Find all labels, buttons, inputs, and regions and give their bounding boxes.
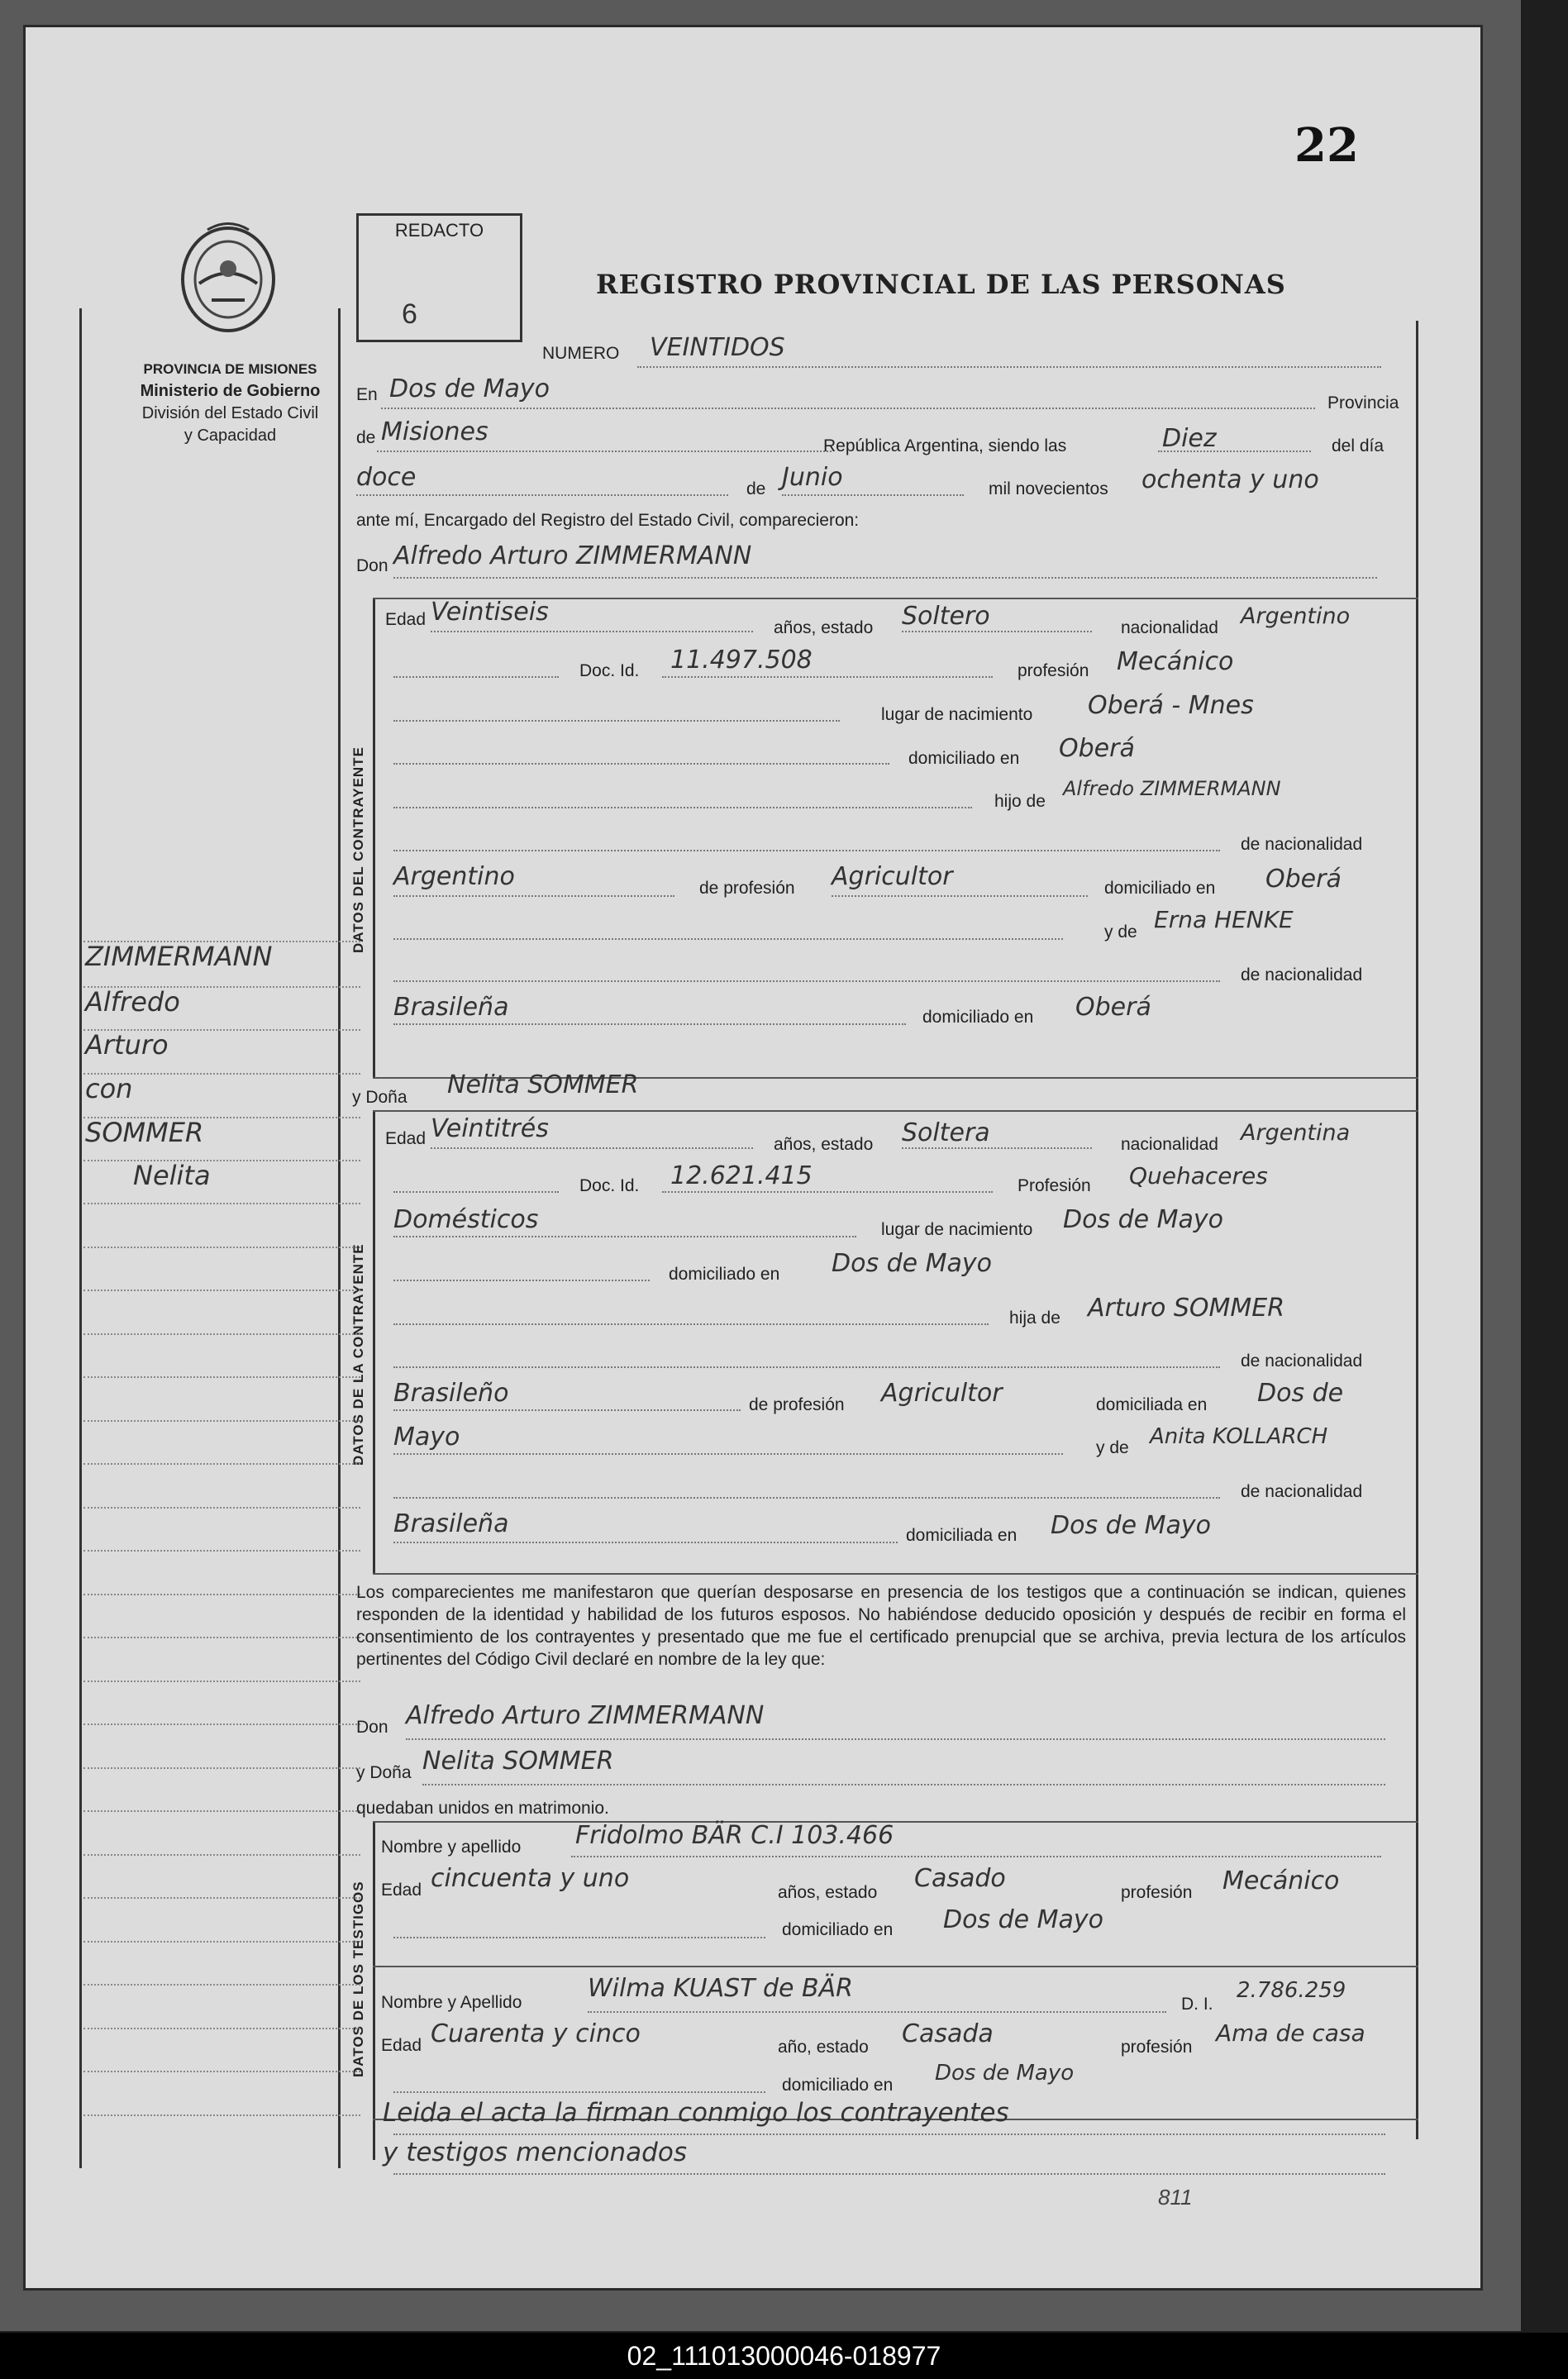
- fill-line: [431, 1147, 753, 1149]
- numero-label: NUMERO: [542, 344, 620, 363]
- margin-line: [83, 2028, 360, 2029]
- fill-line: [1158, 451, 1311, 452]
- anio-value: ochenta y uno: [1141, 465, 1319, 494]
- t1-edad-label: Edad: [381, 1881, 422, 1900]
- f-padre-domiciliado-value-cont: Mayo: [393, 1423, 460, 1452]
- provincia-label: Provincia: [1327, 393, 1399, 412]
- f-padre-value: Arturo SOMMER: [1088, 1294, 1285, 1323]
- f-nacionalidad-label: nacionalidad: [1121, 1135, 1218, 1154]
- fill-line: [393, 1937, 765, 1938]
- page-number: 22: [1294, 118, 1359, 173]
- fill-line: [393, 1542, 898, 1543]
- t2-profesion-value: Ama de casa: [1216, 2019, 1365, 2047]
- f-padre-domiciliado-label: domiciliada en: [1096, 1395, 1208, 1414]
- dona-value: Nelita SOMMER: [447, 1070, 639, 1099]
- left-margin-line: [79, 308, 82, 2168]
- fill-line: [393, 577, 1377, 579]
- t2-di-value: 2.786.259: [1237, 1978, 1346, 2003]
- de-label: de: [356, 428, 376, 447]
- fill-line: [393, 1409, 741, 1411]
- dia-value: doce: [356, 463, 417, 492]
- contrayente-f-bracket: [373, 1110, 375, 1573]
- right-frame-line: [1416, 321, 1418, 2139]
- margin-line: [83, 1594, 360, 1595]
- decl-don-value: Alfredo Arturo ZIMMERMANN: [406, 1701, 765, 1730]
- hora-value: Diez: [1162, 424, 1217, 453]
- profesion-value: Mecánico: [1117, 647, 1234, 676]
- padre-nacionalidad-value: Argentino: [393, 862, 515, 891]
- fill-line: [422, 1784, 1385, 1785]
- closing-line-1: Leida el acta la firman conmigo los contrayentes: [383, 2098, 1009, 2128]
- t1-estado-value: Casado: [914, 1864, 1006, 1893]
- redacto-value: 6: [402, 298, 417, 330]
- fill-line: [356, 494, 728, 496]
- don-value: Alfredo Arturo ZIMMERMANN: [393, 541, 752, 570]
- fill-line: [637, 366, 1381, 368]
- f-lugar-label: lugar de nacimiento: [881, 1220, 1033, 1239]
- estado-value: Soltero: [902, 602, 990, 631]
- mil-label: mil novecientos: [989, 479, 1108, 498]
- fill-line: [902, 631, 1092, 632]
- authority-division: División del Estado Civil: [141, 404, 319, 422]
- fill-line: [393, 2173, 1385, 2175]
- t2-nombre-label: Nombre y Apellido: [381, 1993, 522, 2012]
- margin-line: [83, 1290, 360, 1291]
- f-profesion-label: Profesión: [1018, 1176, 1091, 1195]
- f-de-nacionalidad2-label: de nacionalidad: [1241, 1482, 1363, 1501]
- anios-estado-label: años, estado: [774, 618, 874, 637]
- ante-label: ante mí, Encargado del Registro del Estado Civil, comparecieron:: [356, 511, 860, 530]
- madre-domiciliado-value: Oberá: [1075, 993, 1151, 1022]
- f-anios-estado-label: años, estado: [774, 1135, 874, 1154]
- margin-line: [83, 1507, 360, 1509]
- domiciliado-value: Oberá: [1059, 734, 1135, 763]
- label-datos-contrayente: DATOS DEL CONTRAYENTE: [350, 746, 366, 953]
- footer-mark: 811: [1158, 2185, 1193, 2210]
- margin-line: [83, 1160, 360, 1161]
- testigos-bracket: [373, 1821, 375, 2160]
- don-label: Don: [356, 556, 388, 575]
- t2-profesion-label: profesión: [1121, 2038, 1193, 2057]
- margin-line: [83, 1810, 360, 1812]
- f-madre-domiciliado-label: domiciliada en: [906, 1526, 1018, 1545]
- closing-line-2: y testigos mencionados: [383, 2138, 687, 2167]
- profesion-label: profesión: [1018, 661, 1089, 680]
- f-domiciliado-value: Dos de Mayo: [832, 1249, 993, 1278]
- margin-line: [83, 2114, 360, 2116]
- fill-line: [431, 631, 753, 632]
- lugar-value: Oberá - Mnes: [1088, 691, 1254, 720]
- margin-line: [83, 1637, 360, 1638]
- fill-line: [393, 1323, 989, 1325]
- t1-dom-value: Dos de Mayo: [943, 1905, 1104, 1934]
- margin-line: [83, 1767, 360, 1769]
- margin-line: [83, 1550, 360, 1552]
- margin-line: [83, 1941, 360, 1943]
- edad-label: Edad: [385, 610, 427, 629]
- register-page: [23, 25, 1483, 2291]
- fill-line: [662, 676, 993, 678]
- margin-line: [83, 1463, 360, 1465]
- fill-line: [393, 980, 1220, 982]
- fill-line: [393, 1191, 559, 1193]
- f-lugar-value: Dos de Mayo: [1063, 1205, 1224, 1234]
- t1-dom-label: domiciliado en: [782, 1920, 894, 1939]
- label-datos-testigos: DATOS DE LOS TESTIGOS: [350, 1881, 366, 2077]
- t1-edad-value: cincuenta y uno: [431, 1864, 630, 1893]
- decl-don-label: Don: [356, 1718, 388, 1737]
- fill-line: [393, 1236, 856, 1237]
- f-madre-nacionalidad-value: Brasileña: [393, 1509, 509, 1538]
- fill-line: [662, 1191, 993, 1193]
- margin-line: [83, 1723, 360, 1725]
- f-padre-domiciliado-value: Dos de: [1257, 1379, 1344, 1408]
- margin-line: [83, 1854, 360, 1856]
- decl-dona-label: y Doña: [356, 1763, 412, 1782]
- rule: [373, 1821, 1418, 1823]
- f-y-de-label: y de: [1096, 1438, 1129, 1457]
- fill-line: [377, 451, 832, 452]
- de-profesion-label: de profesión: [699, 879, 795, 898]
- redacto-box: [356, 213, 522, 342]
- f-hija-label: hija de: [1009, 1309, 1060, 1328]
- de-value: Misiones: [381, 417, 489, 446]
- doc-value: 11.497.508: [670, 646, 813, 675]
- fill-line: [588, 2011, 1166, 2013]
- fill-line: [393, 850, 1220, 851]
- t2-dom-label: domiciliado en: [782, 2076, 894, 2095]
- margin-line: [83, 1247, 360, 1248]
- madre-nacionalidad-value: Brasileña: [393, 993, 509, 1022]
- fill-line: [393, 1023, 906, 1025]
- f-profesion-value: Quehaceres: [1129, 1162, 1268, 1190]
- margin-note-line: Arturo: [85, 1029, 169, 1061]
- fill-line: [393, 2133, 1385, 2135]
- fill-line: [393, 1366, 1220, 1368]
- rule: [373, 1573, 1418, 1575]
- t1-nombre-label: Nombre y apellido: [381, 1838, 522, 1857]
- en-value: Dos de Mayo: [389, 374, 550, 403]
- margin-line: [83, 1333, 360, 1335]
- f-padre-profesion-value: Agricultor: [881, 1379, 1003, 1408]
- label-datos-contrayente-f: DATOS DE LA CONTRAYENTE: [350, 1243, 366, 1466]
- f-domiciliado-label: domiciliado en: [669, 1265, 780, 1284]
- fill-line: [393, 895, 674, 897]
- fill-line: [393, 676, 559, 678]
- fill-line: [832, 895, 1088, 897]
- f-madre-value: Anita KOLLARCH: [1150, 1424, 1328, 1449]
- image-id-bar: 02_111013000046-018977: [0, 2333, 1568, 2379]
- rule: [373, 1110, 1418, 1112]
- t2-edad-label: Edad: [381, 2036, 422, 2055]
- f-profesion-value-cont: Domésticos: [393, 1205, 539, 1234]
- lugar-label: lugar de nacimiento: [881, 705, 1033, 724]
- t2-dom-value: Dos de Mayo: [935, 2061, 1075, 2086]
- t2-estado-value: Casada: [902, 2019, 994, 2048]
- padre-value: Alfredo ZIMMERMANN: [1063, 777, 1281, 800]
- t2-edad-value: Cuarenta y cinco: [431, 2019, 641, 2048]
- authority-ministry: Ministerio de Gobierno: [140, 382, 321, 400]
- margin-line: [83, 1203, 360, 1204]
- padre-domiciliado-label: domiciliado en: [1104, 879, 1216, 898]
- margin-line: [83, 1420, 360, 1422]
- authority-block: [96, 358, 365, 447]
- margin-line: [83, 2071, 360, 2072]
- madre-domiciliado-label: domiciliado en: [922, 1008, 1034, 1027]
- fill-line: [571, 1856, 1381, 1857]
- column-divider-line: [338, 308, 341, 2168]
- fill-line: [902, 1147, 1092, 1149]
- y-de-label: y de: [1104, 923, 1137, 942]
- margin-line: [83, 1376, 360, 1378]
- authority-province: PROVINCIA DE MISIONES: [143, 361, 317, 377]
- fill-line: [393, 2091, 765, 2093]
- margin-line: [83, 1984, 360, 1986]
- decl-dona-value: Nelita SOMMER: [422, 1747, 614, 1776]
- margin-line: [83, 1897, 360, 1899]
- margin-note-line: SOMMER: [85, 1117, 204, 1148]
- del-dia-label: del día: [1332, 436, 1385, 455]
- fill-line: [393, 1497, 1220, 1499]
- f-edad-label: Edad: [385, 1129, 427, 1148]
- redacto-label: REDACTO: [394, 220, 484, 241]
- en-label: En: [356, 385, 378, 404]
- nacionalidad-value: Argentino: [1241, 603, 1351, 629]
- domiciliado-label: domiciliado en: [908, 749, 1020, 768]
- de-nacionalidad2-label: de nacionalidad: [1241, 965, 1363, 984]
- f-madre-domiciliado-value: Dos de Mayo: [1051, 1511, 1212, 1540]
- dona-label: y Doña: [352, 1088, 407, 1107]
- mes-value: Junio: [782, 463, 843, 492]
- fill-line: [393, 1280, 650, 1281]
- padre-domiciliado-value: Oberá: [1265, 865, 1342, 894]
- f-padre-nacionalidad-value: Brasileño: [393, 1379, 509, 1408]
- f-nacionalidad-value: Argentina: [1241, 1120, 1351, 1146]
- fill-line: [782, 494, 964, 496]
- declaration-paragraph: Los comparecientes me manifestaron que querían desposarse en presencia de los testigos que a continuación se indican, quienes responden de la identidad y habilidad de los futuros esposos. No habiéndose deducido oposición y después de recibir en forma el consentimiento de los contrayentes y presentado que me fue el certificado prenupcial que se archiva, previa lectura de los artículos pertinentes del Código Civil declaré en nombre de la ley que:: [356, 1583, 1406, 1669]
- t2-nombre-value: Wilma KUAST de BÄR: [588, 1974, 853, 2003]
- f-de-profesion-label: de profesión: [749, 1395, 845, 1414]
- fill-line: [393, 1453, 1063, 1455]
- madre-value: Erna HENKE: [1154, 906, 1294, 933]
- unidos-label: quedaban unidos en matrimonio.: [356, 1799, 609, 1818]
- margin-note-line: Alfredo: [85, 986, 180, 1018]
- doc-label: Doc. Id.: [579, 661, 640, 680]
- authority-capacidad: y Capacidad: [183, 427, 277, 445]
- margin-note-line: Nelita: [133, 1160, 211, 1191]
- contrayente-bracket: [373, 598, 375, 1077]
- province-seal-icon: [174, 217, 282, 341]
- rule: [373, 1966, 1418, 1967]
- f-doc-value: 12.621.415: [670, 1161, 813, 1190]
- hijo-label: hijo de: [994, 792, 1046, 811]
- t1-anios-label: años, estado: [778, 1883, 878, 1902]
- padre-profesion-value: Agricultor: [832, 862, 953, 891]
- document-title: REGISTRO PROVINCIAL DE LAS PERSONAS: [596, 269, 1286, 300]
- f-edad-value: Veintitrés: [431, 1114, 549, 1143]
- margin-note-line: ZIMMERMANN: [85, 941, 273, 972]
- margin-note-line: con: [85, 1073, 133, 1104]
- margin-line: [83, 1681, 360, 1682]
- republica-label: República Argentina, siendo las: [823, 436, 1067, 455]
- t2-anio-label: año, estado: [778, 2038, 869, 2057]
- fill-line: [393, 763, 889, 765]
- t1-profesion-value: Mecánico: [1222, 1866, 1340, 1895]
- t1-nombre-value: Fridolmo BÄR C.I 103.466: [575, 1821, 894, 1850]
- numero-value: VEINTIDOS: [650, 333, 785, 362]
- fill-line: [393, 807, 972, 808]
- de-mes-label: de: [746, 479, 766, 498]
- t1-profesion-label: profesión: [1121, 1883, 1193, 1902]
- fill-line: [406, 1738, 1385, 1740]
- f-doc-label: Doc. Id.: [579, 1176, 640, 1195]
- fill-line: [393, 720, 840, 722]
- de-nacionalidad-label: de nacionalidad: [1241, 835, 1363, 854]
- f-estado-value: Soltera: [902, 1118, 990, 1147]
- fill-line: [393, 938, 1063, 940]
- fill-line: [381, 408, 1315, 409]
- edad-value: Veintiseis: [431, 598, 549, 627]
- t2-di-label: D. I.: [1181, 1995, 1213, 2014]
- nacionalidad-label: nacionalidad: [1121, 618, 1218, 637]
- f-de-nacionalidad-label: de nacionalidad: [1241, 1352, 1363, 1371]
